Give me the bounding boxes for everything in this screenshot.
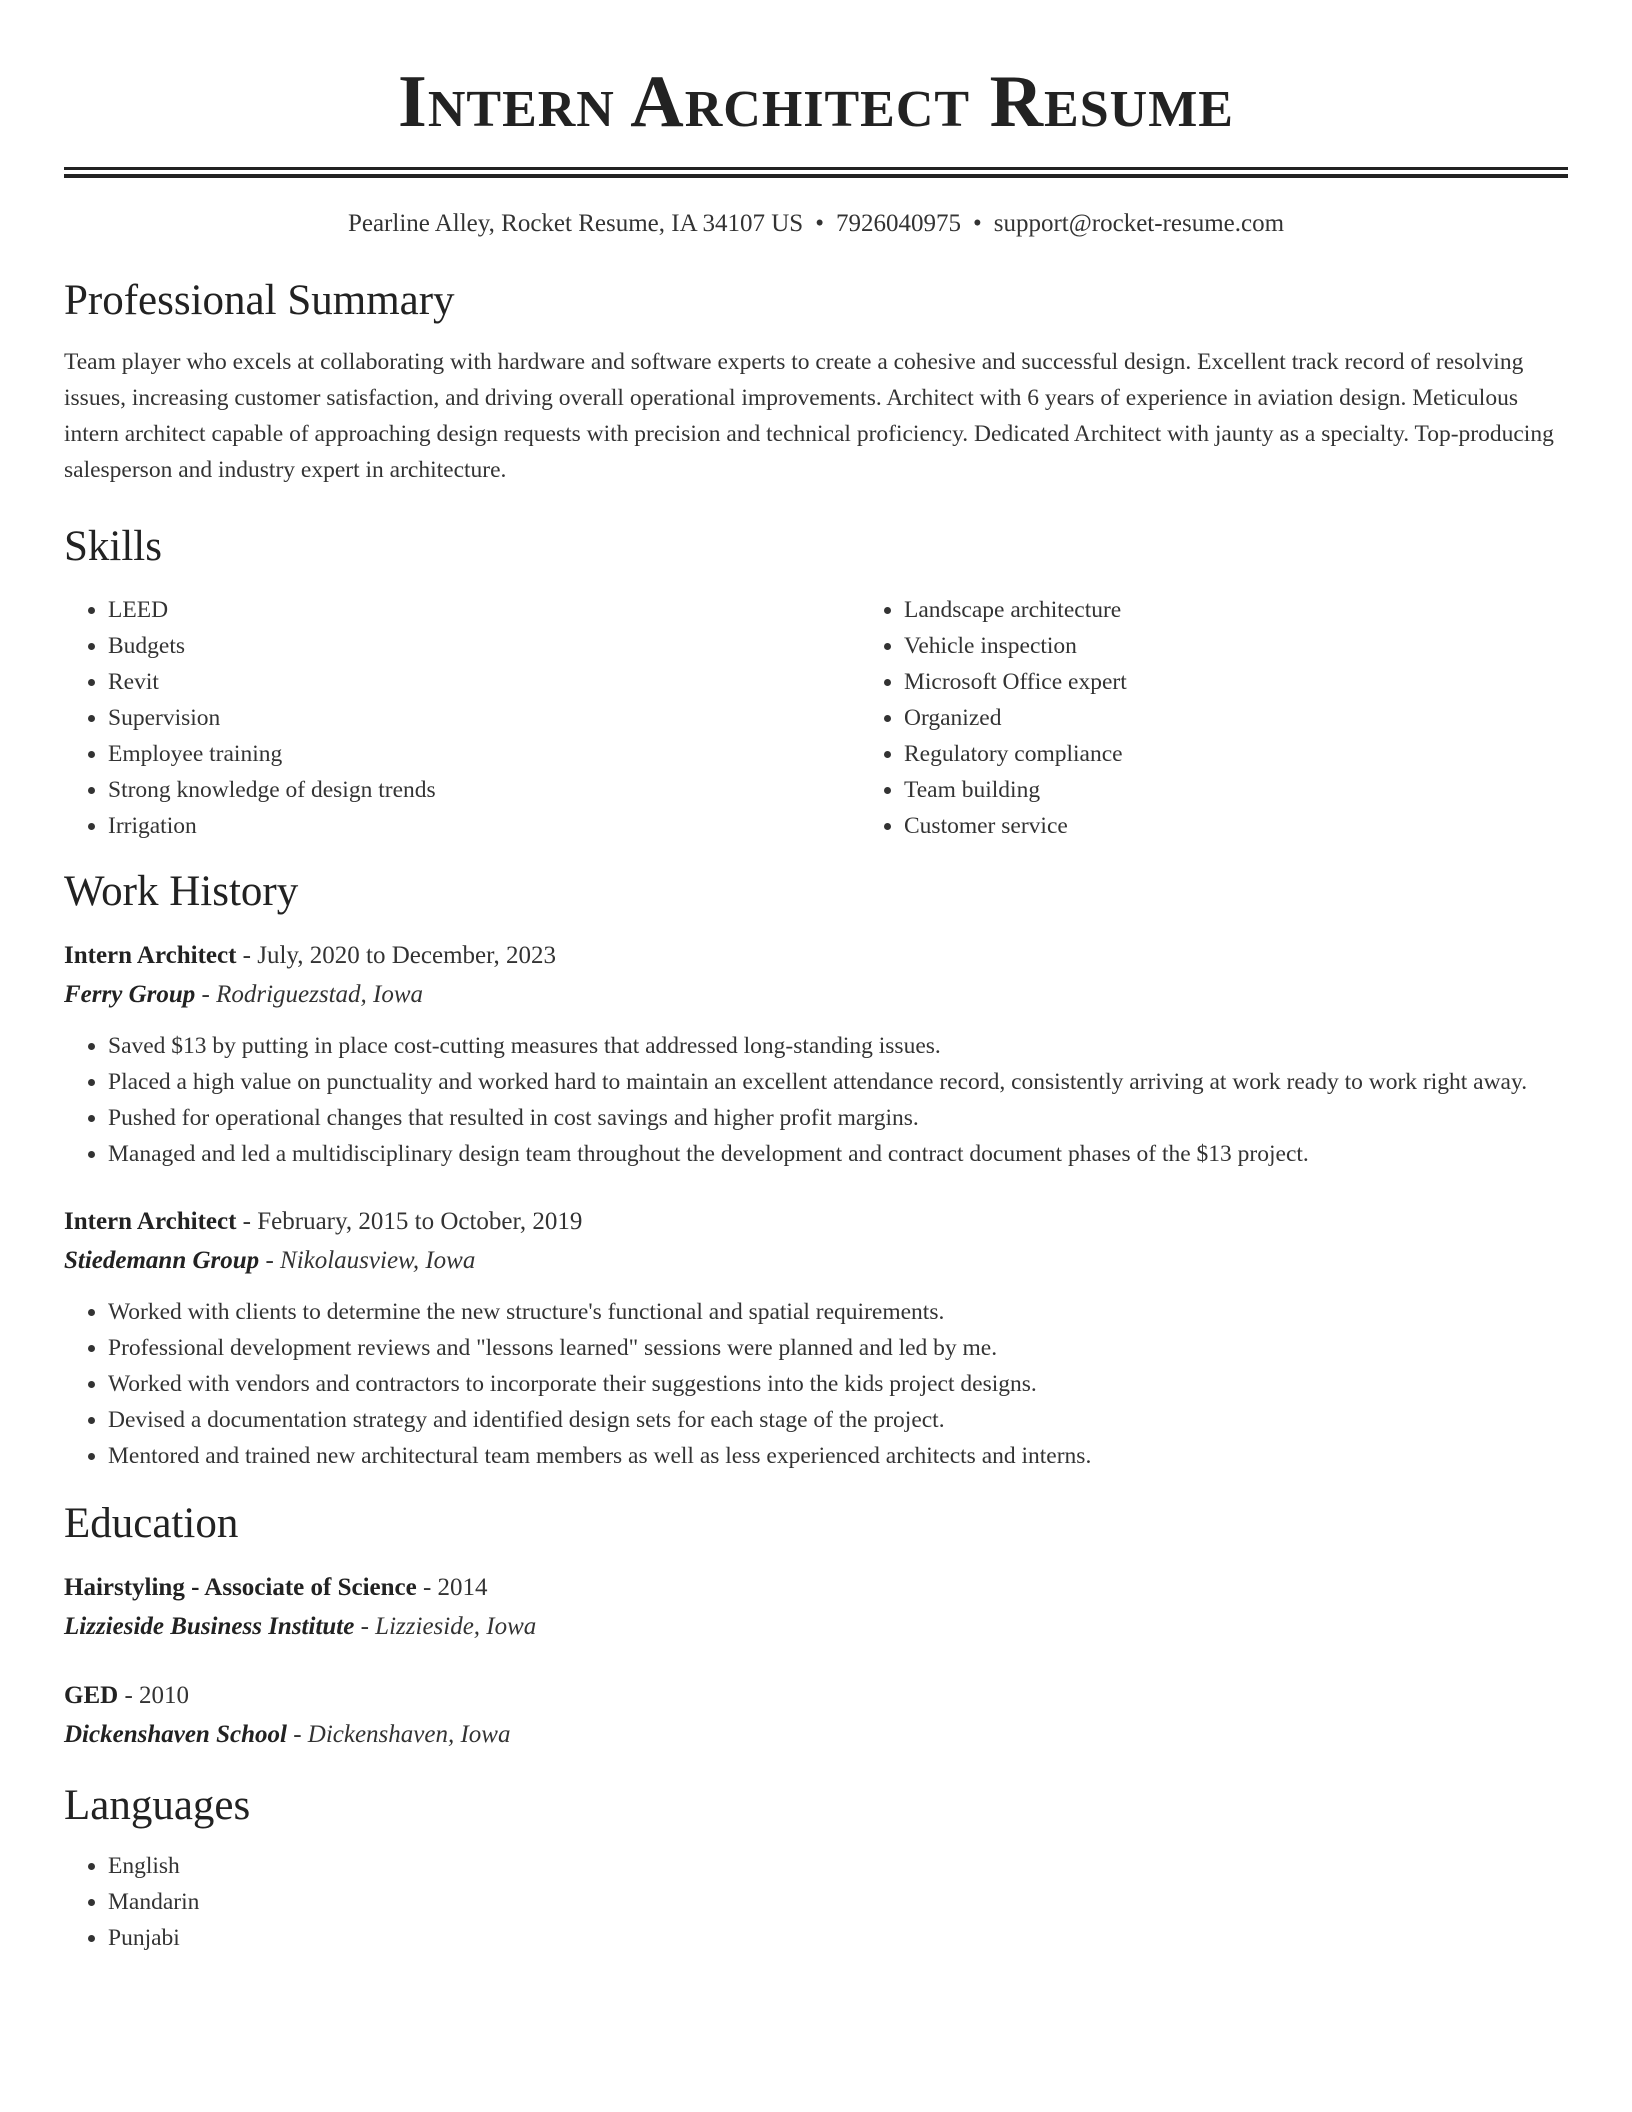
job-location: - Rodriguezstad, Iowa [195,981,424,1008]
job-dates: - July, 2020 to December, 2023 [236,942,556,969]
education-degree: Hairstyling - Associate of Science [64,1574,417,1601]
language-item: • Punjabi [108,1920,1568,1956]
language-item: • English [108,1848,1568,1884]
job-location: - Nikolausview, Iowa [259,1247,476,1274]
job-bullet: • Placed a high value on punctuality and worked hard to maintain an excellent attendance record, consistently arriving at work ready to work right away. [108,1064,1568,1100]
job-bullet: • Worked with clients to determine the new structure's functional and spatial requirements. [108,1294,1568,1330]
education-location: - Dickenshaven, Iowa [286,1721,511,1748]
skill-item: • Customer service [904,808,1632,844]
education-degree-line [64,1676,1568,1716]
education-school: Dickenshaven School [64,1721,287,1748]
skill-item: • Organized [904,700,1632,736]
education-degree: GED [64,1682,119,1709]
languages-heading: Languages [64,1782,251,1829]
job-bullet: • Saved $13 by putting in place cost-cutting measures that addressed long-standing issues. [108,1028,1568,1064]
bullet-separator: • [815,210,824,237]
skill-item: • Strong knowledge of design trends [108,772,860,808]
skill-item: • Vehicle inspection [904,628,1632,664]
contact-email: support@rocket-resume.com [993,210,1285,237]
job-bullet: • Managed and led a multidisciplinary design team throughout the development and contract document phases of the $13 project. [108,1136,1568,1172]
skill-item: • Revit [108,664,860,700]
job-bullet-list [64,1028,1568,1172]
job-header [64,936,1568,976]
job-bullet: • Mentored and trained new architectural team members as well as less experienced architects and interns. [108,1438,1568,1474]
job-bullet: • Pushed for operational changes that resulted in cost savings and higher profit margins. [108,1100,1568,1136]
education-school-line [64,1716,1568,1754]
education-location: - Lizzieside, Iowa [354,1613,537,1640]
education-entry [64,1568,1568,1646]
job-entry [64,936,1568,1172]
job-title: Intern Architect [64,1208,237,1235]
skill-item: • LEED [108,592,860,628]
job-entry [64,1202,1568,1474]
summary-heading: Professional Summary [64,277,455,324]
job-bullet: • Professional development reviews and "lessons learned" sessions were planned and led by me. [108,1330,1568,1366]
language-item: • Mandarin [108,1884,1568,1920]
title-divider [64,167,1568,170]
summary-text: Team player who excels at collaborating with hardware and software experts to create a cohesive and successful design. Excellent track record of resolving issues, increasing customer satisfaction, and driving overall operational improvements. Architect with 6 years of experience in aviation design. Meticulous intern architect capable of approaching design requests with precision and technical proficiency. Dedicated Architect with jaunty as a specialty. Top-producing salesperson and industry expert in architecture. [64,349,1554,483]
education-entry [64,1676,1568,1754]
work-history-heading: Work History [64,868,299,915]
job-employer-line [64,976,1568,1014]
skill-item: • Employee training [108,736,860,772]
education-school: Lizzieside Business Institute [64,1613,355,1640]
education-school-line [64,1608,1568,1646]
education-heading: Education [64,1500,239,1547]
job-dates: - February, 2015 to October, 2019 [236,1208,583,1235]
job-company: Ferry Group [64,981,196,1008]
skills-list-right [860,592,1632,844]
job-header [64,1202,1568,1242]
education-year: - 2014 [416,1574,488,1601]
job-title: Intern Architect [64,942,237,969]
skill-item: • Microsoft Office expert [904,664,1632,700]
skill-item: • Team building [904,772,1632,808]
contact-line [64,207,1568,241]
skill-item: • Regulatory compliance [904,736,1632,772]
job-bullet-list [64,1294,1568,1474]
skills-columns [64,592,1568,844]
job-employer-line [64,1242,1568,1280]
skill-item: • Supervision [108,700,860,736]
languages-list [64,1848,1568,1956]
education-degree-line [64,1568,1568,1608]
education-year: - 2010 [118,1682,190,1709]
bullet-separator: • [972,210,982,237]
job-company: Stiedemann Group [64,1247,260,1274]
skills-heading: Skills [64,523,162,570]
skill-item: • Landscape architecture [904,592,1632,628]
skills-list-left [64,592,860,844]
skill-item: • Budgets [108,628,860,664]
resume-title: Intern Architect Resume [398,61,1234,143]
contact-address: Pearline Alley, Rocket Resume, IA 34107 US [347,210,804,237]
job-bullet: • Devised a documentation strategy and identified design sets for each stage of the project. [108,1402,1568,1438]
contact-phone: 7926040975 [835,210,961,237]
job-bullet: • Worked with vendors and contractors to incorporate their suggestions into the kids project designs. [108,1366,1568,1402]
skill-item: • Irrigation [108,808,860,844]
